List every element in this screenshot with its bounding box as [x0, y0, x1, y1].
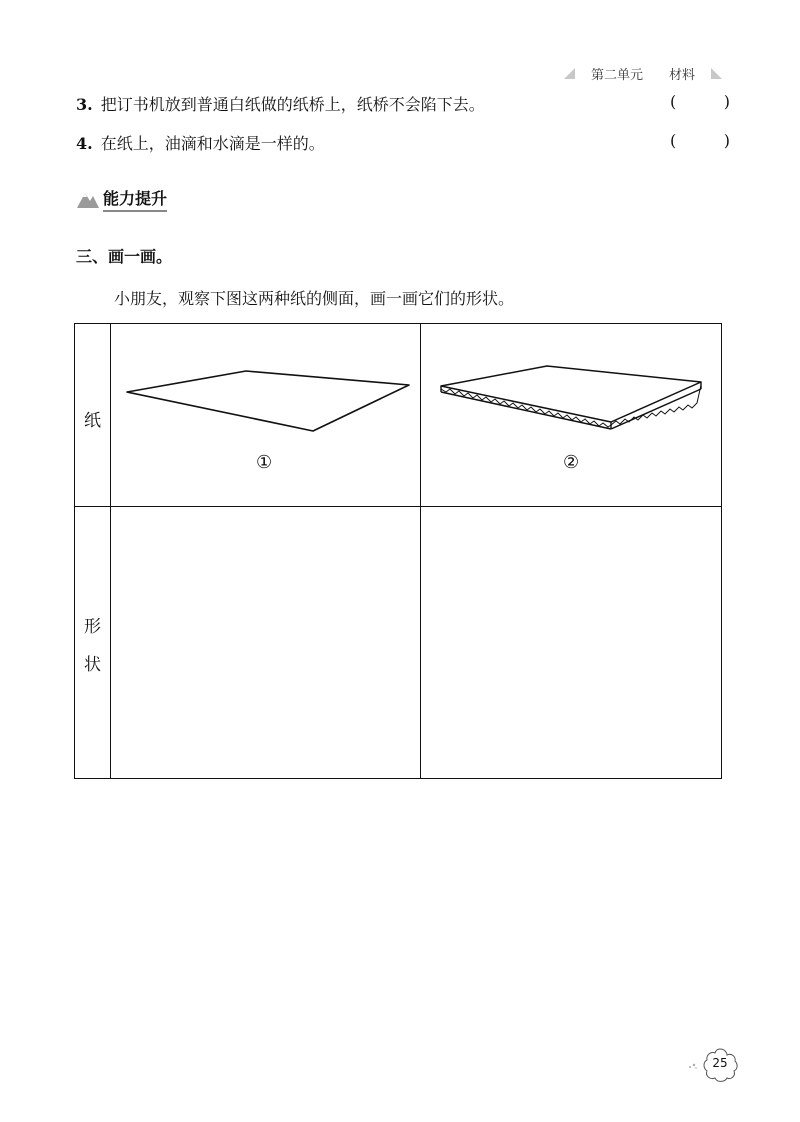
question-number: 3.: [76, 95, 93, 114]
topic-label: 材料: [668, 68, 695, 83]
drawing-area-1[interactable]: [112, 508, 419, 778]
triangle-left-icon: [564, 68, 575, 79]
flat-paper-illustration: [123, 368, 413, 434]
answer-blank[interactable]: ( ): [670, 92, 730, 111]
page-number: 25: [712, 1056, 728, 1070]
corrugated-paper-illustration: [437, 364, 707, 434]
drawing-table: [74, 323, 722, 779]
section-heading: [76, 186, 167, 212]
part-heading: 三、画一画。: [76, 247, 173, 266]
answer-blank[interactable]: ( ): [670, 131, 730, 150]
mountain-icon: [76, 189, 100, 209]
page-header: [564, 64, 722, 83]
question-text: 把订书机放到普通白纸做的纸桥上，纸桥不会陷下去。: [100, 95, 485, 114]
decorative-dots-icon: [688, 1062, 698, 1070]
drawing-area-2[interactable]: [422, 508, 720, 778]
unit-label: 第二单元: [590, 68, 643, 83]
row-label-shape-2: 状: [84, 655, 101, 675]
triangle-right-icon: [711, 68, 722, 79]
question-text: 在纸上，油滴和水滴是一样的。: [100, 134, 325, 153]
row-label-paper: 纸: [84, 411, 101, 431]
question-4: [76, 131, 730, 154]
section-title: 能力提升: [103, 186, 167, 212]
circle-mark-1: ①: [256, 452, 273, 473]
page-number-badge: [700, 1045, 740, 1085]
row-label-shape-1: 形: [84, 617, 101, 637]
instruction-text: 小朋友，观察下图这两种纸的侧面，画一画它们的形状。: [114, 289, 515, 308]
question-3: [76, 92, 730, 115]
circle-mark-2: ②: [563, 452, 580, 473]
question-number: 4.: [76, 134, 93, 153]
